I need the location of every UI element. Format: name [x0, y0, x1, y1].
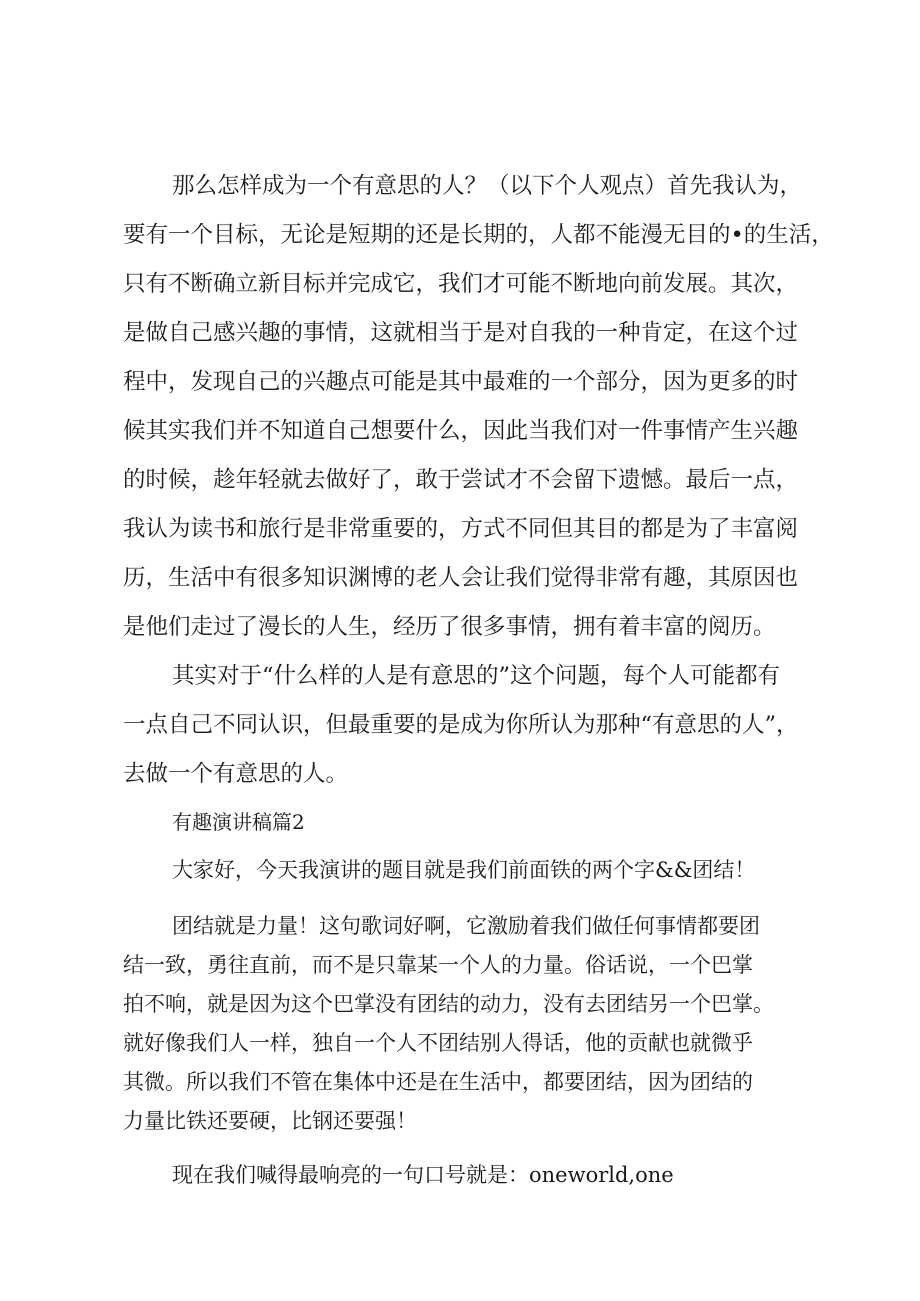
section-heading: 有趣演讲稿篇2	[172, 810, 305, 834]
paragraph-1-line-7: 的时候，趁年轻就去做好了，敢于尝试才不会留下遗憾。最后一点，	[123, 467, 799, 493]
paragraph-4-line-5: 其微。所以我们不管在集体中还是在生活中，都要团结，因为团结的	[123, 1070, 753, 1094]
paragraph-4-line-4: 就好像我们人一样，独自一个人不团结别人得话，他的贡献也就微乎	[123, 1031, 753, 1055]
paragraph-5-line-1: 现在我们喊得最响亮的一句口号就是：oneworld,one	[172, 1163, 674, 1187]
paragraph-1-line-5: 程中，发现自己的兴趣点可能是其中最难的一个部分，因为更多的时	[123, 369, 799, 395]
paragraph-4-line-3: 拍不响，就是因为这个巴掌没有团结的动力，没有去团结另一个巴掌。	[123, 992, 774, 1016]
paragraph-2-line-2: 一点自己不同认识，但最重要的是成为你所认为那种“有意思的人”，	[123, 712, 799, 738]
paragraph-1-line-9: 历，生活中有很多知识渊博的老人会让我们觉得非常有趣，其原因也	[123, 565, 799, 591]
paragraph-2-line-1: 其实对于“什么样的人是有意思的”这个问题，每个人可能都有	[172, 663, 781, 689]
paragraph-1-line-6: 候其实我们并不知道自己想要什么，因此当我们对一件事情产生兴趣	[123, 418, 799, 444]
paragraph-3-line-1: 大家好，今天我演讲的题目就是我们前面铁的两个字&&团结！	[172, 858, 756, 882]
paragraph-4-line-1: 团结就是力量！这句歌词好啊，它激励着我们做任何事情都要团	[172, 914, 760, 938]
paragraph-4-line-6: 力量比铁还要硬，比钢还要强！	[123, 1109, 417, 1133]
paragraph-1-line-4: 是做自己感兴趣的事情，这就相当于是对自我的一种肯定，在这个过	[123, 320, 799, 346]
paragraph-2-line-3: 去做一个有意思的人。	[123, 761, 349, 787]
paragraph-1-line-2: 要有一个目标，无论是短期的还是长期的，人都不能漫无目的•的生活，	[123, 222, 834, 248]
paragraph-1-line-3: 只有不断确立新目标并完成它，我们才可能不断地向前发展。其次，	[123, 271, 799, 297]
paragraph-1-line-8: 我认为读书和旅行是非常重要的，方式不同但其目的都是为了丰富阅	[123, 516, 799, 542]
paragraph-1-line-10: 是他们走过了漫长的人生，经历了很多事情，拥有着丰富的阅历。	[123, 614, 776, 640]
paragraph-4-line-2: 结一致，勇往直前，而不是只靠某一个人的力量。俗话说，一个巴掌	[123, 953, 753, 977]
paragraph-1-line-1: 那么怎样成为一个有意思的人？（以下个人观点）首先我认为，	[172, 173, 803, 199]
